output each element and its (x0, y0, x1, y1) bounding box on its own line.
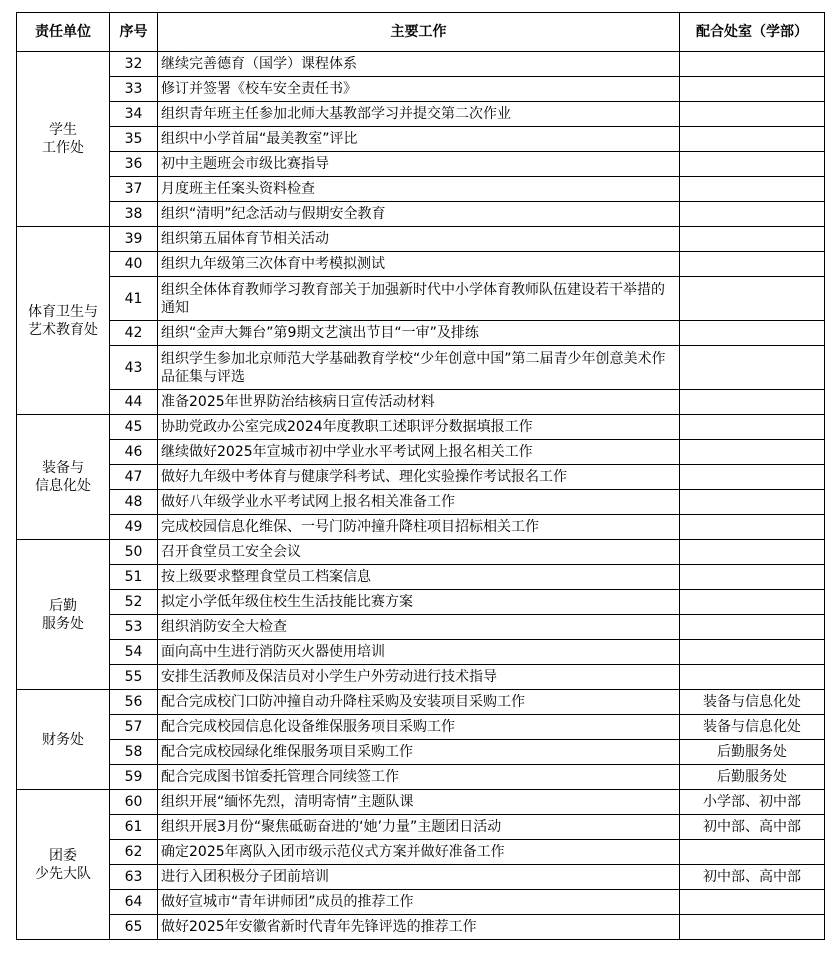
cooperating-office-cell (680, 890, 825, 915)
main-work-cell: 组织开展“缅怀先烈，清明寄情”主题队课 (158, 790, 680, 815)
table-row (17, 615, 825, 640)
main-work-cell: 组织全体体育教师学习教育部关于加强新时代中小学体育教师队伍建设若干举措的通知 (158, 277, 680, 321)
row-number-cell: 60 (110, 790, 158, 815)
header-main-work: 主要工作 (158, 13, 680, 52)
row-number-cell: 50 (110, 540, 158, 565)
cooperating-office-cell: 小学部、初中部 (680, 790, 825, 815)
header-number: 序号 (110, 13, 158, 52)
main-work-cell: 组织消防安全大检查 (158, 615, 680, 640)
row-number-cell: 42 (110, 321, 158, 346)
responsible-unit-line: 少先大队 (35, 865, 91, 882)
main-work-cell: 组织“金声大舞台”第9期文艺演出节目“一审”及排练 (158, 321, 680, 346)
table-row (17, 440, 825, 465)
row-number-cell: 43 (110, 346, 158, 390)
cooperating-office-cell (680, 77, 825, 102)
row-number-cell: 34 (110, 102, 158, 127)
work-plan-table (16, 12, 825, 940)
row-number-cell: 64 (110, 890, 158, 915)
header-row (17, 13, 825, 52)
row-number-cell: 54 (110, 640, 158, 665)
responsible-unit-line: 艺术教育处 (28, 321, 98, 338)
main-work-cell: 进行入团积极分子团前培训 (158, 865, 680, 890)
main-work-cell: 组织九年级第三次体育中考模拟测试 (158, 252, 680, 277)
row-number-cell: 61 (110, 815, 158, 840)
work-plan-table-container (16, 12, 825, 940)
cooperating-office-cell (680, 440, 825, 465)
table-body (17, 52, 825, 940)
cooperating-office-cell (680, 102, 825, 127)
table-row (17, 52, 825, 77)
table-row (17, 665, 825, 690)
row-number-cell: 35 (110, 127, 158, 152)
cooperating-office-cell: 后勤服务处 (680, 765, 825, 790)
main-work-cell: 确定2025年离队入团市级示范仪式方案并做好准备工作 (158, 840, 680, 865)
main-work-cell: 配合完成图书馆委托管理合同续签工作 (158, 765, 680, 790)
main-work-cell: 配合完成校园绿化维保服务项目采购工作 (158, 740, 680, 765)
main-work-cell: 安排生活教师及保洁员对小学生户外劳动进行技术指导 (158, 665, 680, 690)
table-row (17, 765, 825, 790)
table-row (17, 565, 825, 590)
responsible-unit-cell (17, 690, 110, 790)
row-number-cell: 36 (110, 152, 158, 177)
main-work-cell: 准备2025年世界防治结核病日宣传活动材料 (158, 390, 680, 415)
responsible-unit-line: 体育卫生与 (28, 303, 98, 320)
table-row (17, 177, 825, 202)
cooperating-office-cell (680, 490, 825, 515)
main-work-cell: 做好2025年安徽省新时代青年先锋评选的推荐工作 (158, 915, 680, 940)
cooperating-office-cell (680, 465, 825, 490)
responsible-unit-line: 装备与 (42, 460, 84, 476)
main-work-cell: 组织中小学首届“最美教室”评比 (158, 127, 680, 152)
row-number-cell: 52 (110, 590, 158, 615)
responsible-unit-line: 学生 (49, 122, 77, 138)
cooperating-office-cell (680, 615, 825, 640)
main-work-cell: 做好九年级中考体育与健康学科考试、理化实验操作考试报名工作 (158, 465, 680, 490)
main-work-cell: 按上级要求整理食堂员工档案信息 (158, 565, 680, 590)
header-cooperating-office: 配合处室（学部） (680, 13, 825, 52)
row-number-cell: 58 (110, 740, 158, 765)
table-row (17, 227, 825, 252)
main-work-cell: 组织青年班主任参加北师大基教部学习并提交第二次作业 (158, 102, 680, 127)
cooperating-office-cell (680, 540, 825, 565)
cooperating-office-cell (680, 915, 825, 940)
header-unit: 责任单位 (17, 13, 110, 52)
row-number-cell: 51 (110, 565, 158, 590)
main-work-cell: 完成校园信息化维保、一号门防冲撞升降柱项目招标相关工作 (158, 515, 680, 540)
main-work-cell: 配合完成校园信息化设备维保服务项目采购工作 (158, 715, 680, 740)
main-work-cell: 初中主题班会市级比赛指导 (158, 152, 680, 177)
table-row (17, 640, 825, 665)
responsible-unit-line: 工作处 (42, 140, 84, 156)
cooperating-office-cell (680, 515, 825, 540)
row-number-cell: 39 (110, 227, 158, 252)
table-row (17, 202, 825, 227)
cooperating-office-cell (680, 346, 825, 390)
row-number-cell: 45 (110, 415, 158, 440)
main-work-cell: 拟定小学低年级住校生生活技能比赛方案 (158, 590, 680, 615)
table-row (17, 865, 825, 890)
table-row (17, 277, 825, 321)
row-number-cell: 48 (110, 490, 158, 515)
table-row (17, 321, 825, 346)
row-number-cell: 55 (110, 665, 158, 690)
table-row (17, 252, 825, 277)
row-number-cell: 49 (110, 515, 158, 540)
table-row (17, 152, 825, 177)
responsible-unit-line: 信息化处 (35, 478, 91, 494)
row-number-cell: 53 (110, 615, 158, 640)
row-number-cell: 56 (110, 690, 158, 715)
main-work-cell: 修订并签署《校车安全责任书》 (158, 77, 680, 102)
table-row (17, 890, 825, 915)
cooperating-office-cell (680, 277, 825, 321)
responsible-unit-line: 后勤 (49, 597, 77, 614)
cooperating-office-cell (680, 321, 825, 346)
table-row (17, 590, 825, 615)
cooperating-office-cell (680, 227, 825, 252)
row-number-cell: 65 (110, 915, 158, 940)
responsible-unit-cell (17, 52, 110, 227)
row-number-cell: 57 (110, 715, 158, 740)
row-number-cell: 47 (110, 465, 158, 490)
main-work-cell: 组织第五届体育节相关活动 (158, 227, 680, 252)
table-row (17, 790, 825, 815)
row-number-cell: 37 (110, 177, 158, 202)
main-work-cell: 做好八年级学业水平考试网上报名相关准备工作 (158, 490, 680, 515)
main-work-cell: 配合完成校门口防冲撞自动升降柱采购及安装项目采购工作 (158, 690, 680, 715)
main-work-cell: 月度班主任案头资料检查 (158, 177, 680, 202)
responsible-unit-line: 服务处 (42, 615, 84, 632)
main-work-cell: 做好宣城市“青年讲师团”成员的推荐工作 (158, 890, 680, 915)
cooperating-office-cell: 初中部、高中部 (680, 865, 825, 890)
responsible-unit-cell (17, 790, 110, 940)
main-work-cell: 面向高中生进行消防灭火器使用培训 (158, 640, 680, 665)
row-number-cell: 63 (110, 865, 158, 890)
table-row (17, 490, 825, 515)
row-number-cell: 41 (110, 277, 158, 321)
cooperating-office-cell (680, 177, 825, 202)
cooperating-office-cell (680, 152, 825, 177)
table-row (17, 740, 825, 765)
cooperating-office-cell: 装备与信息化处 (680, 690, 825, 715)
table-row (17, 915, 825, 940)
cooperating-office-cell: 装备与信息化处 (680, 715, 825, 740)
responsible-unit-line: 财务处 (42, 731, 84, 748)
row-number-cell: 32 (110, 52, 158, 77)
responsible-unit-cell (17, 227, 110, 415)
table-row (17, 465, 825, 490)
main-work-cell: 召开食堂员工安全会议 (158, 540, 680, 565)
table-row (17, 840, 825, 865)
row-number-cell: 46 (110, 440, 158, 465)
table-row (17, 415, 825, 440)
cooperating-office-cell (680, 52, 825, 77)
cooperating-office-cell (680, 590, 825, 615)
row-number-cell: 59 (110, 765, 158, 790)
row-number-cell: 62 (110, 840, 158, 865)
table-row (17, 715, 825, 740)
table-row (17, 690, 825, 715)
row-number-cell: 44 (110, 390, 158, 415)
responsible-unit-cell (17, 415, 110, 540)
cooperating-office-cell: 后勤服务处 (680, 740, 825, 765)
main-work-cell: 继续做好2025年宣城市初中学业水平考试网上报名相关工作 (158, 440, 680, 465)
table-row (17, 815, 825, 840)
cooperating-office-cell (680, 252, 825, 277)
cooperating-office-cell (680, 640, 825, 665)
main-work-cell: 组织学生参加北京师范大学基础教育学校“少年创意中国”第二届青少年创意美术作品征集与评选 (158, 346, 680, 390)
cooperating-office-cell: 初中部、高中部 (680, 815, 825, 840)
cooperating-office-cell (680, 840, 825, 865)
cooperating-office-cell (680, 565, 825, 590)
table-row (17, 515, 825, 540)
responsible-unit-line: 团委 (49, 847, 77, 864)
table-row (17, 346, 825, 390)
row-number-cell: 33 (110, 77, 158, 102)
row-number-cell: 38 (110, 202, 158, 227)
responsible-unit-cell (17, 540, 110, 690)
main-work-cell: 继续完善德育（国学）课程体系 (158, 52, 680, 77)
main-work-cell: 协助党政办公室完成2024年度教职工述职评分数据填报工作 (158, 415, 680, 440)
row-number-cell: 40 (110, 252, 158, 277)
cooperating-office-cell (680, 665, 825, 690)
table-row (17, 540, 825, 565)
table-header (17, 13, 825, 52)
cooperating-office-cell (680, 415, 825, 440)
main-work-cell: 组织“清明”纪念活动与假期安全教育 (158, 202, 680, 227)
cooperating-office-cell (680, 390, 825, 415)
table-row (17, 390, 825, 415)
table-row (17, 127, 825, 152)
cooperating-office-cell (680, 127, 825, 152)
table-row (17, 77, 825, 102)
table-row (17, 102, 825, 127)
main-work-cell: 组织开展3月份“聚焦砥砺奋进的‘她’力量”主题团日活动 (158, 815, 680, 840)
cooperating-office-cell (680, 202, 825, 227)
